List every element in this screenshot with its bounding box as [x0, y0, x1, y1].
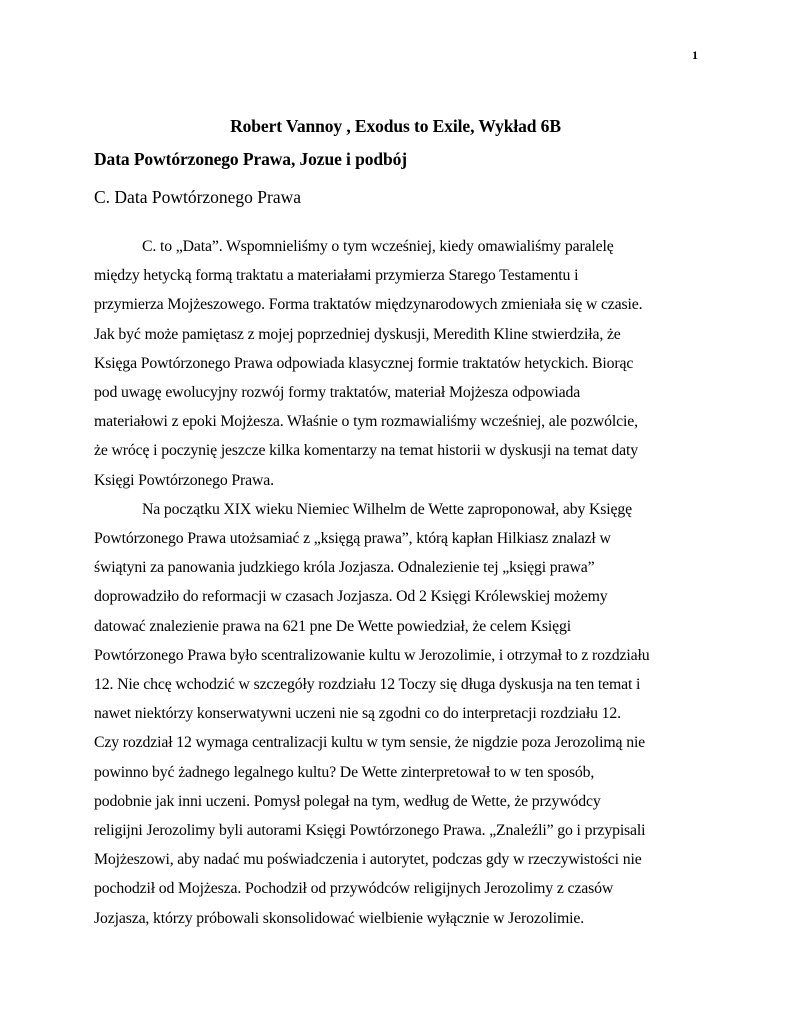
text-line: 12. Nie chcę wchodzić w szczegóły rozdziału 12 Toczy się długa dyskusja na ten temat i	[94, 676, 641, 694]
text-line: Jozjasza, którzy próbowali skonsolidować wielbienie wyłącznie w Jerozolimie.	[94, 909, 584, 927]
text-line: pod uwagę ewolucyjny rozwój formy traktatów, materiał Mojżesza odpowiada	[94, 384, 581, 402]
text-line: Powtórzonego Prawa było scentralizowanie kultu w Jerozolimie, i otrzymał to z rozdziału	[94, 646, 650, 664]
text-line: że wrócę i poczynię jeszcze kilka komentarzy na temat historii w dyskusji na temat daty	[94, 442, 639, 460]
text-line: przymierza Mojżeszowego. Forma traktatów międzynarodowych zmieniała się w czasie.	[94, 296, 643, 314]
text-line: Księga Powtórzonego Prawa odpowiada klasycznej formie traktatów hetyckich. Biorąc	[94, 354, 634, 372]
text-line: Powtórzonego Prawa utożsamiać z „księgą prawa”, którą kapłan Hilkiasz znalazł w	[94, 530, 611, 548]
text-line: doprowadziło do reformacji w czasach Jozjasza. Od 2 Księgi Królewskiej możemy	[94, 588, 608, 606]
text-line: powinno być żadnego legalnego kultu? De Wette zinterpretował to w ten sposób,	[94, 763, 595, 781]
text-line: podobnie jak inni uczeni. Pomysł polegał na tym, według de Wette, że przywódcy	[94, 792, 601, 810]
text-line: Jak być może pamiętasz z mojej poprzedniej dyskusji, Meredith Kline stwierdziła, że	[94, 325, 621, 343]
lecture-title: Robert Vannoy , Exodus to Exile, Wykład 6B	[230, 116, 561, 136]
text-line: pochodził od Mojżesza. Pochodził od przywódców religijnych Jerozolimy z czasów	[94, 880, 614, 898]
text-line: Czy rozdział 12 wymaga centralizacji kultu w tym sensie, że nigdzie poza Jerozolimą nie	[94, 734, 646, 752]
text-line: religijni Jerozolimy byli autorami Księgi Powtórzonego Prawa. „Znaleźli” go i przypisali	[94, 822, 646, 840]
text-line: między hetycką formą traktatu a materiałami przymierza Starego Testamentu i	[94, 267, 579, 285]
lecture-subtitle: Data Powtórzonego Prawa, Jozue i podbój	[94, 149, 408, 169]
text-line: nawet niektórzy konserwatywni uczeni nie są zgodni co do interpretacji rozdziału 12.	[94, 705, 621, 723]
paragraph-2	[94, 495, 700, 933]
section-heading: C. Data Powtórzonego Prawa	[94, 187, 302, 207]
text-line: Na początku XIX wieku Niemiec Wilhelm de Wette zaproponował, aby Księgę	[142, 500, 632, 518]
text-line: świątyni za panowania judzkiego króla Jozjasza. Odnalezienie tej „księgi prawa”	[94, 559, 595, 577]
text-line: Księgi Powtórzonego Prawa.	[94, 471, 274, 489]
text-line: C. to „Data”. Wspomnieliśmy o tym wcześniej, kiedy omawialiśmy paralelę	[142, 238, 614, 255]
text-line: materiałowi z epoki Mojżesza. Właśnie o tym rozmawialiśmy wcześniej, ale pozwólcie,	[94, 413, 638, 431]
page-number: 1	[692, 48, 698, 62]
text-line: datować znalezienie prawa na 621 pne De Wette powiedział, że celem Księgi	[94, 617, 571, 635]
text-line: Mojżeszowi, aby nadać mu poświadczenia i autorytet, podczas gdy w rzeczywistości nie	[94, 851, 642, 869]
body-text	[94, 232, 700, 933]
paragraph-1	[94, 232, 700, 495]
